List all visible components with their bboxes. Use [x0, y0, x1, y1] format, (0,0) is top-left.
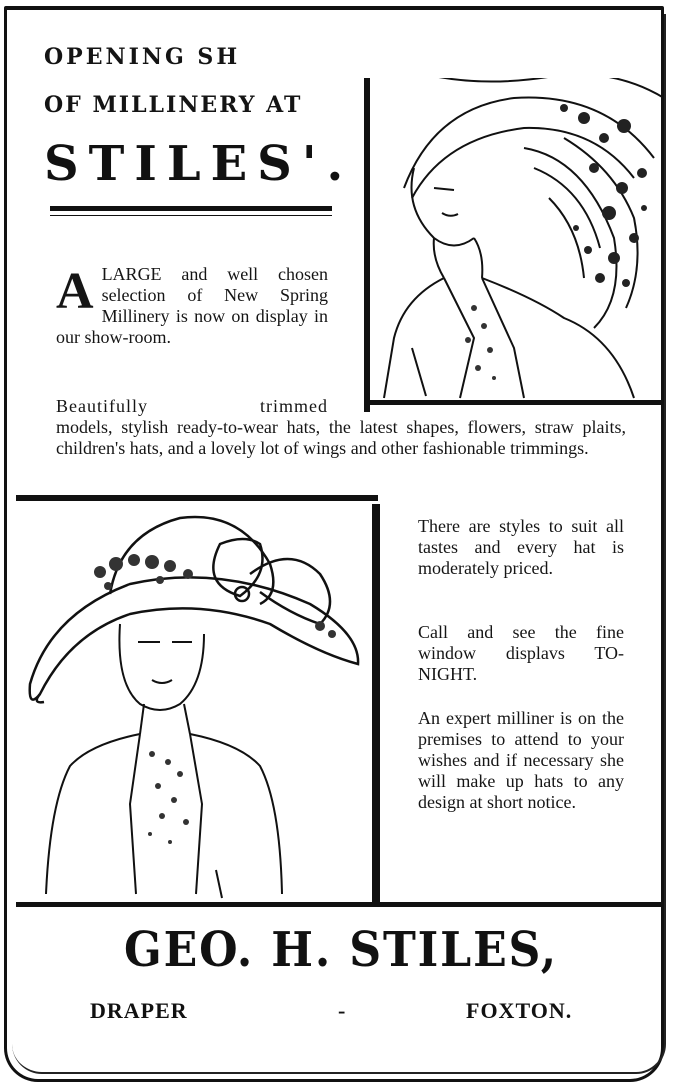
- lace-collar: [465, 305, 496, 380]
- expert-milliner-paragraph: An expert milliner is on the premises to attend to your wishes and if necessary she will make up hats to any design at short notice.: [418, 708, 624, 812]
- hat-flowers: [94, 554, 336, 638]
- footer-separator: -: [338, 998, 347, 1023]
- window-display-paragraph: Call and see the fine window displavs TO-NIGHT.: [418, 622, 624, 684]
- lace-bodice: [148, 751, 189, 844]
- woman-face-lower: [119, 624, 204, 734]
- town-label: FOXTON.: [466, 998, 573, 1023]
- trade-label: DRAPER: [90, 998, 188, 1023]
- models-lead: Beautifully trimmed: [56, 396, 328, 416]
- illustration-left-border: [364, 78, 370, 412]
- feathered-hat-woman-drawing: [364, 78, 664, 412]
- middle-left-illustration: [20, 504, 380, 904]
- headline-rule-thin: [50, 215, 332, 216]
- woman-jacket: [384, 278, 634, 398]
- intro-text: LARGE and well chosen selection of New Spring Millinery is now on display in our show-room.: [56, 264, 328, 347]
- illustration-bottom-border: [364, 400, 664, 405]
- wide-brim-hat-woman-drawing: [20, 504, 380, 904]
- intro-paragraph: [56, 264, 328, 348]
- top-right-illustration: [364, 78, 664, 412]
- footer-rule: [16, 902, 664, 907]
- feathered-hat: [404, 98, 654, 329]
- wide-brim-hat: [30, 517, 358, 702]
- models-paragraph: models, stylish ready-to-wear hats, the latest shapes, flowers, straw plaits, children's hats, and a lovely lot of wings and other fashionable trimmings.: [56, 417, 626, 458]
- headline-line-1: OPENING SH: [44, 44, 241, 70]
- styles-paragraph: There are styles to suit all tastes and every hat is moderately priced.: [418, 516, 624, 578]
- hat-top-edge: [424, 78, 664, 98]
- drop-cap: A: [56, 263, 94, 320]
- middle-rule: [16, 495, 378, 501]
- woman-face: [412, 168, 483, 278]
- headline-line-2: OF MILLINERY AT: [44, 92, 303, 118]
- headline-stiles: STILES'.: [44, 136, 354, 192]
- shop-name: GEO. H. STILES,: [124, 922, 558, 978]
- illustration-right-border: [372, 504, 380, 904]
- headline-rule-thick: [50, 206, 332, 211]
